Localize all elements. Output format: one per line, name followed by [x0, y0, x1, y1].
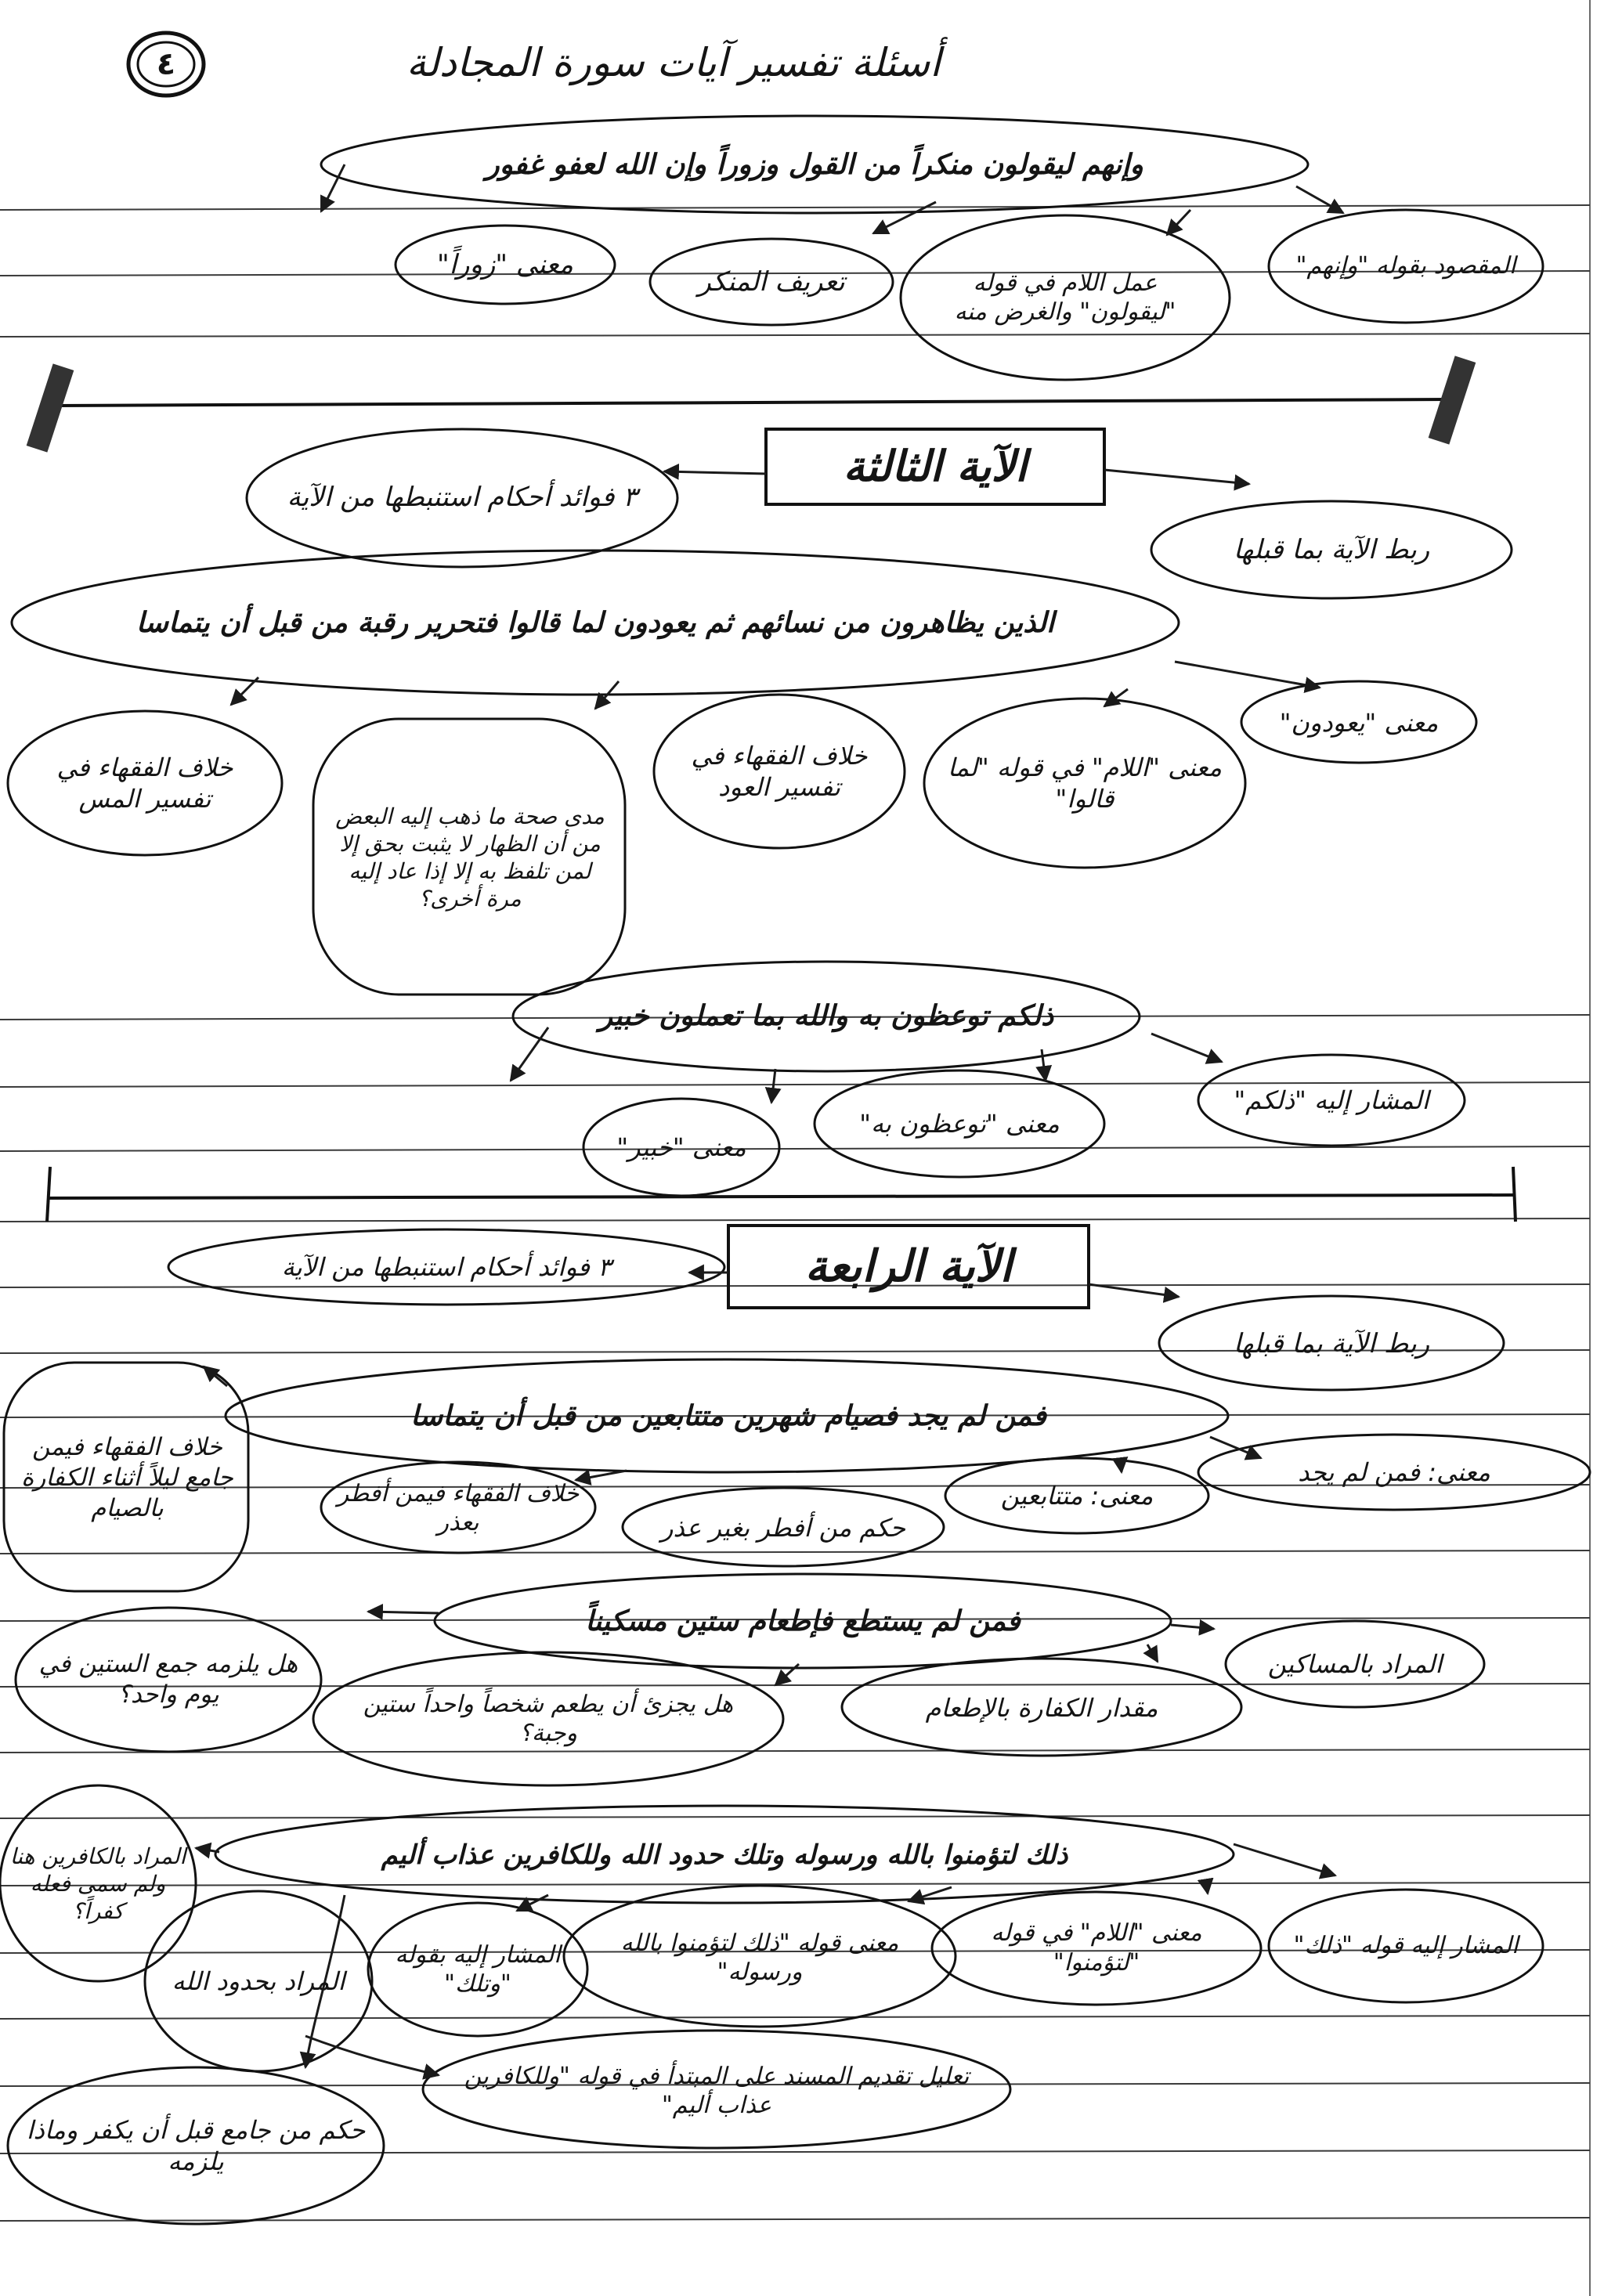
question-maqsud: المقصود بقوله "وإنهم" — [1295, 252, 1516, 280]
question-fawaid-4: ٣ فوائد أحكام استنبطها من الآية — [281, 1252, 612, 1282]
question-khilaf-mas: خلاف الفقهاء في تفسير المس — [56, 753, 233, 814]
question-khilaf-aud: خلاف الفقهاء في تفسير العود — [691, 741, 868, 802]
question-fawaid-3: ٣ فوائد أحكام استنبطها من الآية — [287, 481, 638, 513]
question-tuazun: معنى "توعظون به" — [859, 1109, 1060, 1139]
question-yaudun: معنى "يعودون" — [1279, 708, 1439, 738]
question-tilka: المشار إليه بقوله "وتلك" — [395, 1940, 561, 1998]
question-rabt-4: ربط الآية بما قبلها — [1233, 1327, 1430, 1359]
verse-4: فمن لم يجد فصيام شهرين متتابعين من قبل أن يتماسا — [410, 1399, 1046, 1432]
question-masakin: المراد بالمساكين — [1267, 1649, 1443, 1679]
page-title: أسئلة تفسير آيات سورة المجادلة — [406, 39, 941, 85]
heading-verse-3: الآية الثالثة — [843, 442, 1028, 492]
question-mushar-dhalik: المشار إليه قوله "ذلك" — [1293, 1932, 1519, 1960]
question-khabir: معنى "خبير" — [616, 1132, 746, 1162]
question-munkar: تعريف المنكر — [698, 265, 845, 298]
question-jami: خلاف الفقهاء فيمن جامع ليلاً أثناء الكفارة بالصيام — [21, 1433, 233, 1522]
page-number: ٤ — [156, 46, 176, 82]
question-hukm: حكم من جامع قبل أن يكفر وماذا يلزمه — [26, 2115, 366, 2176]
heading-verse-4: الآية الرابعة — [804, 1241, 1013, 1292]
question-hudud: المراد بحدود الله — [172, 1966, 345, 1996]
section-divider-1 — [27, 356, 1476, 452]
question-mushar-dhalikum: المشار إليه "ذلكم" — [1234, 1085, 1429, 1115]
question-aftar: حكم من أفطر بغير عذر — [660, 1513, 906, 1543]
question-talil: تعليل تقديم المسند على المبتدأ في قوله "وللكافرين عذاب أليم" — [464, 2062, 970, 2119]
question-man-lam-yajid: معنى: فمن لم يجد — [1298, 1457, 1490, 1487]
question-lam-lima: معنى "اللام" في قوله "لما قالوا" — [948, 753, 1222, 814]
verse-1: وإنهم ليقولون منكراً من القول وزوراً وإن الله لعفو غفور — [486, 148, 1143, 181]
question-mutatabi: معنى: متتابعين — [1000, 1481, 1154, 1511]
verse-4b: فمن لم يستطع فإطعام ستين مسكيناً — [585, 1605, 1021, 1637]
question-miqdar: مقدار الكفارة بالإطعام — [925, 1693, 1158, 1723]
verse-3b: ذلكم توعظون به والله بما تعملون خبير — [598, 1000, 1054, 1032]
question-khilaf-aftar: خلاف الفقهاء فيمن أفطر بعذر — [337, 1479, 580, 1536]
question-lam-tuminu: معنى "اللام" في قوله "لتؤمنوا" — [991, 1919, 1202, 1977]
question-zur: معنى "زوراً" — [437, 248, 574, 280]
section-divider-2 — [47, 1167, 1515, 1222]
question-maana-dhalik: معنى قوله "ذلك لتؤمنوا بالله ورسوله" — [620, 1929, 899, 1986]
question-kafirin: المراد بالكافرين هنا ولم سمى فعله كفراً؟ — [9, 1843, 186, 1924]
question-sihha: مدى صحة ما ذهب إليه البعض من أن الظهار لا يثبت بحق إلا لمن تلفظ به إلا إذا عاد إليه مرة أخرى؟ — [335, 803, 605, 912]
question-shakhs: هل يجزئ أن يطعم شخصاً واحداً ستين وجبة؟ — [363, 1690, 734, 1747]
verse-3: الذين يظاهرون من نسائهم ثم يعودون لما قالوا فتحرير رقبة من قبل أن يتماسا — [135, 606, 1055, 639]
question-yawm: هل يلزمه جمع الستين في يوم واحد؟ — [38, 1650, 298, 1709]
verse-4c: ذلك لتؤمنوا بالله ورسوله وتلك حدود الله وللكافرين عذاب أليم — [381, 1839, 1068, 1871]
question-lam-yaqulun: عمل اللام في قوله "ليقولون" والغرض منه — [954, 269, 1176, 326]
question-rabt-3: ربط الآية بما قبلها — [1233, 534, 1430, 566]
